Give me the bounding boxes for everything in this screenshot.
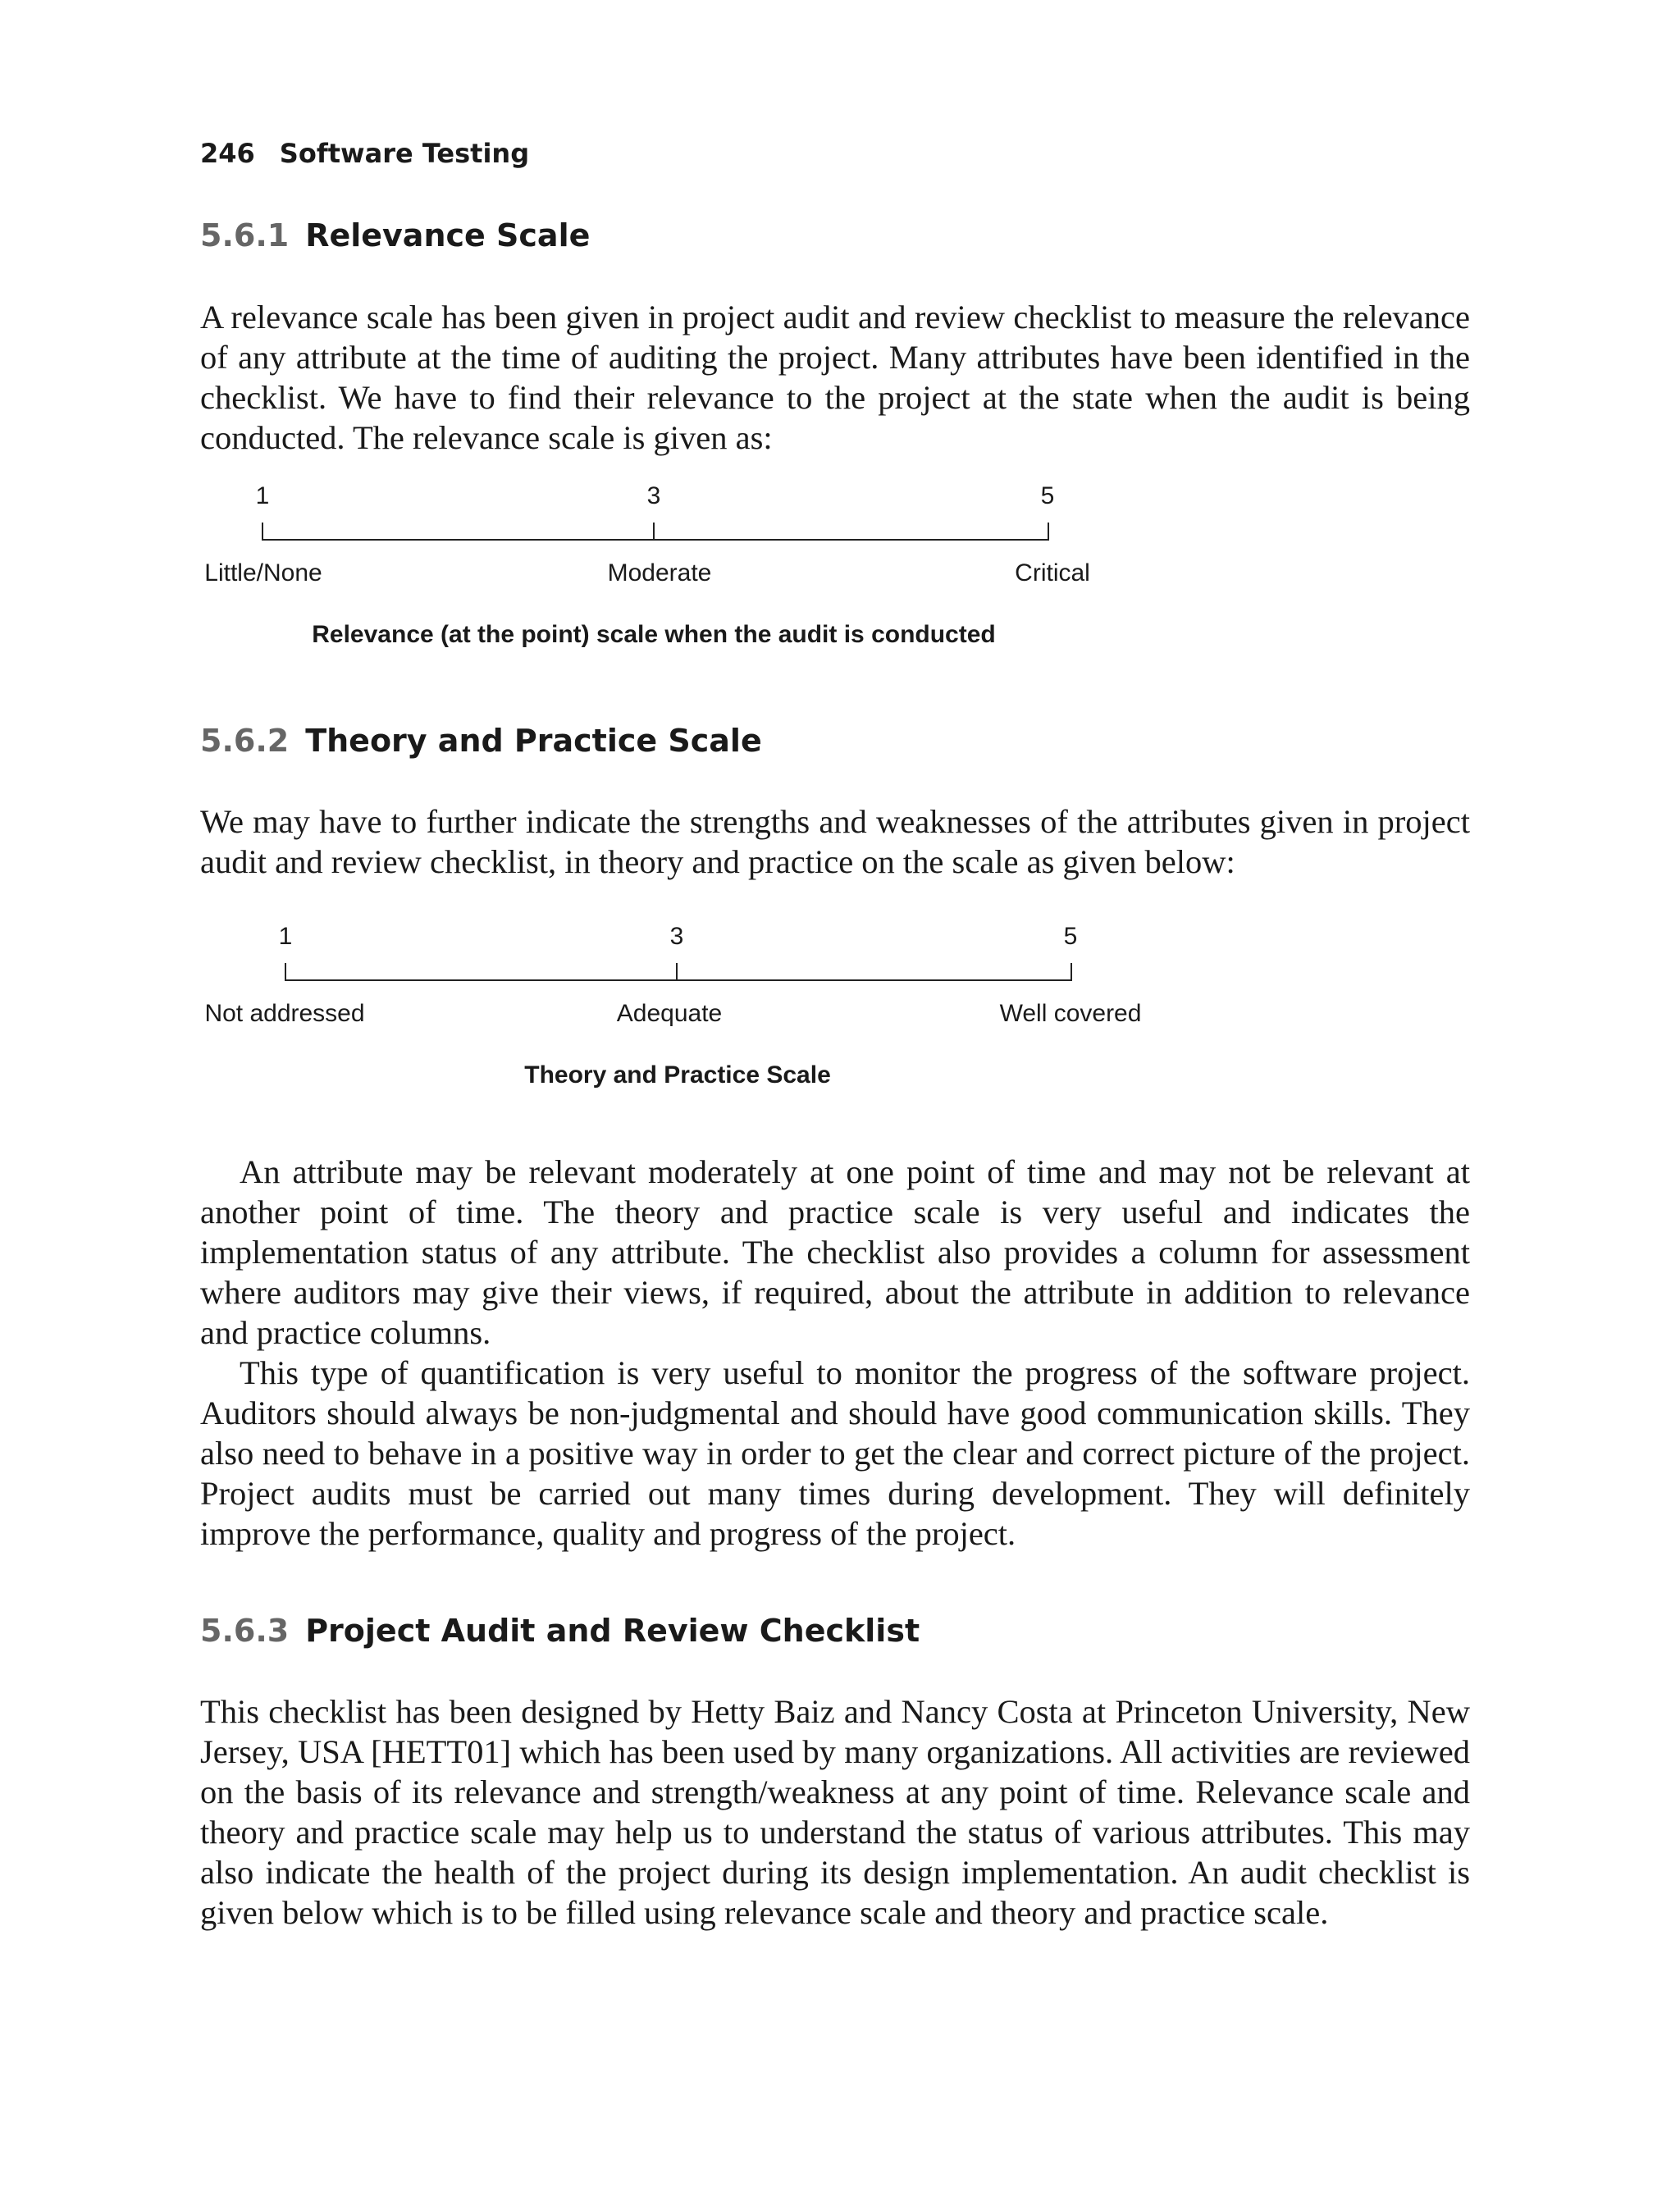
paragraph-text: This type of quantification is very useful to monitor the progress of the software project. Auditors should always be non-judgmental and should have good communication skills. They also need to behave in a positive way in order to get the clear and correct picture of the project. Project audits must be carried out many times during development. They will definitely improve the performance, quality and progress of the project. (200, 1354, 1470, 1552)
page-number: 246 (200, 138, 255, 169)
section-title: Project Audit and Review Checklist (305, 1613, 920, 1649)
scale-label-adequate: Adequate (616, 1000, 723, 1027)
scale-caption: Theory and Practice Scale (524, 1061, 831, 1089)
scale-axis-line (285, 979, 1072, 981)
scale-tick-label: 5 (1040, 482, 1055, 509)
scale-caption: Relevance (at the point) scale when the audit is conducted (312, 621, 996, 648)
section-heading-5-6-2 (200, 723, 762, 759)
scale-tick (676, 963, 678, 981)
section-number: 5.6.2 (200, 723, 290, 759)
scale-label-moderate: Moderate (607, 559, 712, 587)
scale-tick (285, 963, 286, 981)
scale-axis-line (262, 539, 1049, 541)
paragraph-text: A relevance scale has been given in project audit and review checklist to measure the relevance of any attribute at the time of auditing the project. Many attributes have been identified in the checklist. We have to find their relevance to the project at the state when the audit is being conducted. The relevance scale is given as: (200, 299, 1470, 456)
section-number: 5.6.3 (200, 1613, 290, 1649)
scale-tick-label: 1 (255, 482, 270, 509)
scale-label-well-covered: Well covered (999, 1000, 1142, 1027)
scale-tick-label: 3 (646, 482, 661, 509)
scale-tick-label: 3 (669, 923, 684, 950)
section-title: Theory and Practice Scale (305, 723, 762, 759)
scale-tick (262, 523, 263, 541)
scale-tick (1048, 523, 1049, 541)
scale-tick-label: 5 (1063, 923, 1078, 950)
section-number: 5.6.1 (200, 217, 290, 253)
scale-label-critical: Critical (1015, 559, 1090, 587)
scale-tick-label: 1 (278, 923, 293, 950)
book-title: Software Testing (279, 138, 530, 169)
theory-practice-paragraph (200, 801, 1470, 882)
paragraph-text: This checklist has been designed by Hetty Baiz and Nancy Costa at Princeton University, New Jersey, USA [HETT01] which has been used by many organizations. All activities are reviewed on the basis of its relevance and strength/weakness at any point of time. Relevance scale and theory and practice scale may help us to understand the status of various attributes. This may also indicate the health of the project during its design implementation. An audit checklist is given below which is to be filled using relevance scale and theory and practice scale. (200, 1693, 1470, 1931)
checklist-paragraph (200, 1691, 1470, 1933)
paragraph-text: An attribute may be relevant moderately at one point of time and may not be relevant at another point of time. The theory and practice scale is very useful and indicates the implementation status of any attribute. The checklist also provides a column for assessment where auditors may give their views, if required, about the attribute in addition to relevance and practice columns. (200, 1153, 1470, 1351)
section-title: Relevance Scale (305, 217, 591, 253)
section-heading-5-6-1 (200, 217, 590, 253)
section-heading-5-6-3 (200, 1613, 920, 1649)
scale-tick (1071, 963, 1072, 981)
running-head (200, 138, 529, 169)
paragraph-text: We may have to further indicate the strengths and weaknesses of the attributes given in project audit and review checklist, in theory and practice on the scale as given below: (200, 803, 1470, 880)
scale-tick (653, 523, 655, 541)
scale-label-not-addressed: Not addressed (204, 1000, 365, 1027)
relevance-paragraph (200, 297, 1470, 458)
scale-label-little-none: Little/None (204, 559, 322, 587)
quantification-paragraphs (200, 1152, 1470, 1554)
